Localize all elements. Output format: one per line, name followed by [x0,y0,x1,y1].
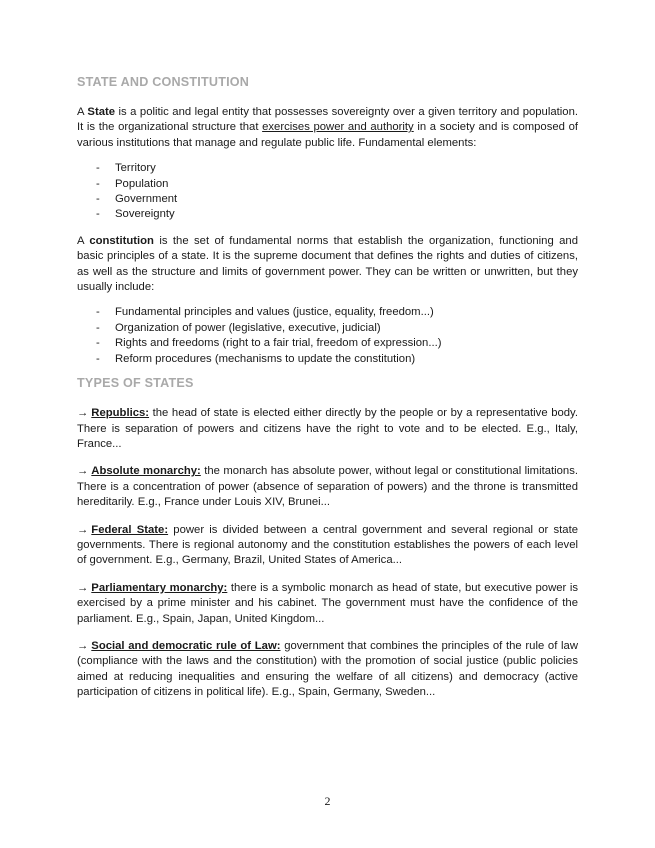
type-paragraph-republics: → Republics: the head of state is elected either directly by the people or by a representative body. There is separation of powers and citizens have the right to vote and to be elected. E.g., Italy, France... [77,407,578,450]
page-number: 2 [324,794,331,808]
state-term: State [87,106,116,118]
constitution-term: constitution [89,234,154,247]
list-item: - Population [77,177,578,192]
type-paragraph-parliamentary-monarchy: → Parliamentary monarchy: there is a symbolic monarch as head of state, but executive power is exercised by a prime minister and his cabinet. The government must have the confidence of the parliament. E.g., Spain, Japan, United Kingdom... [77,581,578,625]
list-item: - Fundamental principles and values (justice, equality, freedom...) [77,305,578,320]
arrow-icon: → [77,639,89,652]
type-name: Republics: [91,407,150,420]
underlined-phrase: exercises power and authority [262,121,414,134]
type-paragraph-social-democratic-rule-of-law: → Social and democratic rule of Law: government that combines the principles of the rule of law (compliance with the laws and the constitution) with the promotion of social justice (public policies aimed at reducing inequalities and ensuring the welfare of all citizens) and democracy (active participation of citizens in political life). E.g., Spain, Germany, Sweden... [77,639,578,699]
constitution-definition-paragraph: A constitution is the set of fundamental norms that establish the organization, functioning and basic principles of a state. It is the supreme document that defines the rights and duties of citizens, as well as the structure and limits of government power. They can be written or unwritten, but they usually include: [77,234,578,294]
type-name: Absolute monarchy: [91,465,201,478]
list-item: - Sovereignty [77,207,578,222]
list-item: - Organization of power (legislative, executive, judicial) [77,321,578,336]
arrow-icon: → [77,523,89,536]
list-item: - Government [77,192,578,207]
type-paragraph-absolute-monarchy: → Absolute monarchy: the monarch has absolute power, without legal or constitutional limitations. There is a concentration of power (absence of separation of powers) and the throne is transmitted hereditarily. E.g., France under Louis XIV, Brunei... [77,465,578,509]
type-name: Parliamentary monarchy: [91,581,228,594]
type-paragraph-federal-state: → Federal State: power is divided between a central government and several regional or state governments. There is regional autonomy and the constitution establishes the powers of each level of government. E.g., Germany, Brazil, United States of America... [77,523,578,567]
section-heading-types-of-states: TYPES OF STATES [77,376,194,391]
type-name: Social and democratic rule of Law: [91,639,281,652]
list-item: - Reform procedures (mechanisms to update the constitution) [77,352,578,367]
arrow-icon: → [77,465,89,478]
state-definition-paragraph: A State is a politic and legal entity that possesses sovereignty over a given territory and population. It is the organizational structure that exercises power and authority in a society and is composed of various institutions that manage and regulate public life. Fundamental elements: [77,106,578,149]
arrow-icon: → [77,407,89,420]
section-heading-state-and-constitution: STATE AND CONSTITUTION [77,75,250,89]
arrow-icon: → [77,581,89,594]
page-content [77,73,578,701]
constitution-includes-list [77,305,578,367]
list-item: - Territory [77,161,578,176]
type-name: Federal State: [91,523,169,536]
list-item: - Rights and freedoms (right to a fair trial, freedom of expression...) [77,336,578,351]
state-elements-list [77,161,578,223]
